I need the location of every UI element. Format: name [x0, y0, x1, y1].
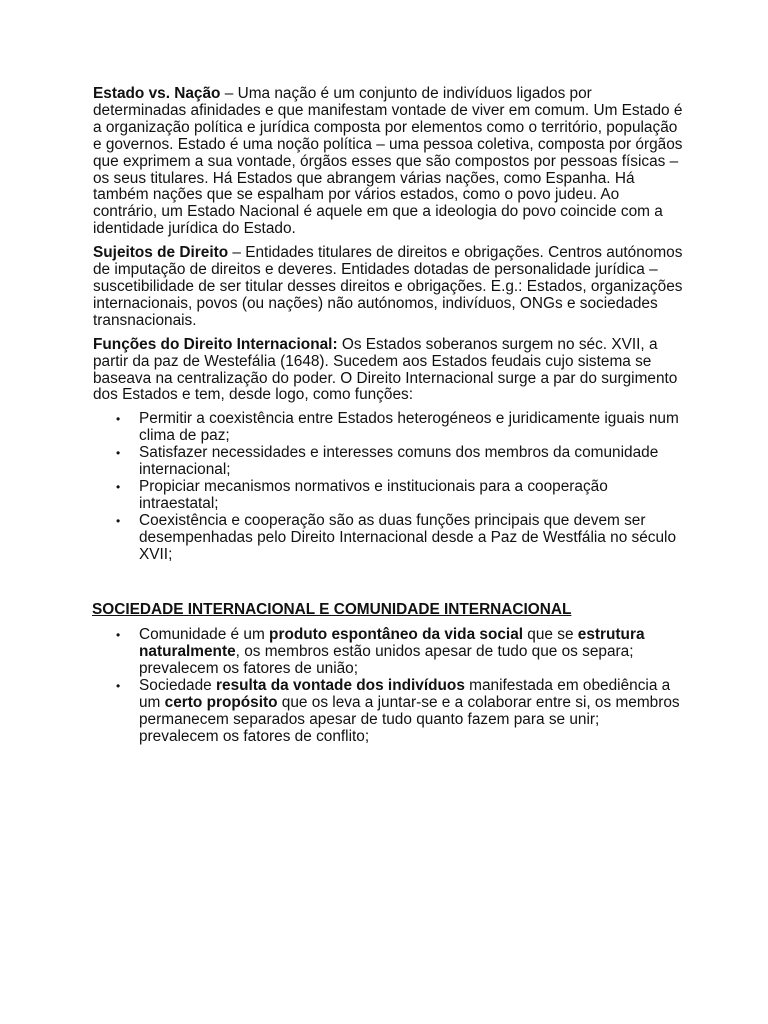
paragraph-sujeitos-de-direito [93, 245, 683, 330]
paragraph-text: – Uma nação é um conjunto de indivíduos ligados por determinadas afinidades e que manifestam vontade de viver em comum. Um Estado é a organização política e jurídica composta por elementos como o território, população e governos. Estado é uma noção política – uma pessoa coletiva, composta por órgãos que exprimem a sua vontade, órgãos esses que são compostos por pessoas físicas – os seus titulares. Há Estados que abrangem várias nações, como Espanha. Há também nações que se espalham por vários estados, como o povo judeu. Ao contrário, um Estado Nacional é aquele em que a ideologia do povo coincide com a identidade jurídica do Estado. [93, 85, 683, 238]
list-item [93, 479, 683, 513]
bullet-icon: • [116, 679, 121, 694]
sociedade-bullet-list [93, 627, 683, 745]
bullet-icon: • [116, 628, 121, 643]
list-item [93, 678, 683, 746]
paragraph-text: – Entidades titulares de direitos e obrigações. Centros autónomos de imputação de direitos e deveres. Entidades dotadas de personalidade jurídica – suscetibilidade de ser titular desses direitos e obrigações. E.g.: Estados, organizações internacionais, povos (ou nações) não autónomos, indivíduos, ONGs e sociedades transnacionais. [93, 244, 683, 329]
text-run: Comunidade é um [139, 626, 270, 644]
list-item-text: Satisfazer necessidades e interesses comuns dos membros da comunidade internacional; [139, 444, 659, 479]
text-run: , os membros estão unidos apesar de tudo que os separa; prevalecem os fatores de união; [139, 643, 634, 678]
paragraph-estado-vs-nacao [93, 86, 683, 238]
list-item [93, 411, 683, 445]
text-run: Sociedade [139, 677, 217, 695]
bold-run: certo propósito [164, 694, 278, 711]
bold-run: estrutura naturalmente [139, 626, 645, 661]
section-heading: SOCIEDADE INTERNACIONAL E COMUNIDADE INTERNACIONAL [92, 601, 572, 619]
paragraph-text: Os Estados soberanos surgem no séc. XVII, a partir da paz de Westefália (1648). Sucedem aos Estados feudais cujo sistema se baseava na centralização do poder. O Direito Internacional surge a par do surgimento dos Estados e tem, desde logo, como funções: [93, 335, 678, 404]
list-item-text: Permitir a coexistência entre Estados heterogéneos e juridicamente iguais num clima de paz; [139, 410, 679, 445]
bullet-icon: • [116, 446, 121, 461]
bold-run: resulta da vontade dos indivíduos [216, 677, 465, 695]
bullet-icon: • [116, 412, 121, 427]
list-item [93, 445, 683, 479]
bullet-icon: • [116, 479, 121, 494]
paragraph-title: Estado vs. Nação [93, 85, 221, 102]
list-item [93, 627, 683, 678]
bold-run: produto espontâneo da vida social [269, 626, 524, 644]
paragraph-title: Sujeitos de Direito [93, 244, 229, 262]
bullet-icon: • [116, 513, 121, 528]
list-item-text: Propiciar mecanismos normativos e institucionais para a cooperação intraestatal; [139, 477, 608, 512]
text-run: manifestada em obediência a um [139, 677, 671, 711]
funcoes-bullet-list [93, 411, 683, 563]
list-item-text: Coexistência e cooperação são as duas funções principais que devem ser desempenhadas pelo Direito Internacional desde a Paz de Westfália no século XVII; [139, 511, 677, 563]
text-run: que se [523, 626, 578, 644]
paragraph-funcoes-direito-internacional [93, 337, 683, 405]
paragraph-title: Funções do Direito Internacional: [93, 335, 338, 353]
list-item [93, 513, 683, 564]
text-run: que os leva a juntar-se e a colaborar entre si, os membros permanecem separados apesar de tudo quanto fazem para se unir; prevalecem os fatores de conflito; [139, 694, 680, 745]
document-body [93, 86, 683, 746]
